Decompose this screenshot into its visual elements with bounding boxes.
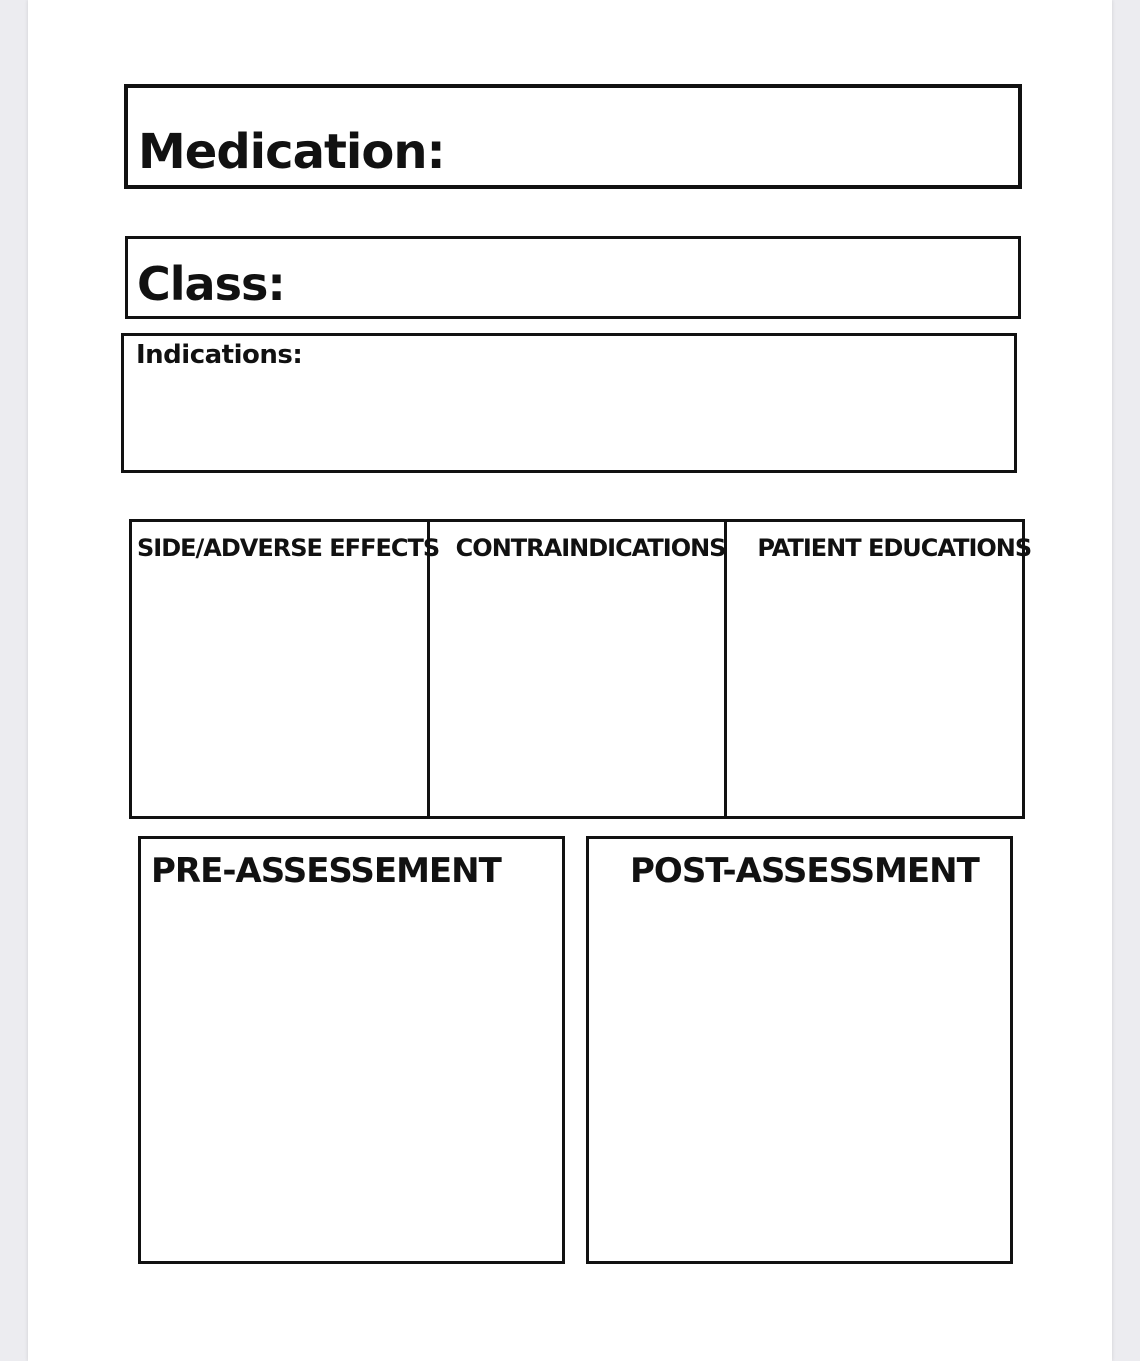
patient-education-field[interactable] [727,522,1032,816]
medication-field[interactable] [124,84,1022,189]
contraindications-field[interactable] [430,522,728,816]
side-effects-field[interactable] [132,522,440,816]
worksheet-page [28,0,1112,1361]
indications-field[interactable] [121,333,1017,473]
effects-row [129,519,1032,819]
post-assessment-label: POST-ASSESSMENT [630,851,979,891]
side-effects-label: SIDE/ADVERSE EFFECTS [137,534,440,562]
indications-label: Indications: [136,340,303,370]
pre-assessment-field[interactable] [138,836,565,1264]
class-field[interactable] [125,236,1021,319]
class-label: Class: [137,257,285,311]
patient-education-label: PATIENT EDUCATIONS [757,534,1032,562]
medication-label: Medication: [138,124,445,180]
contraindications-label: CONTRAINDICATIONS [455,534,726,562]
pre-assessment-label: PRE-ASSESSEMENT [151,851,501,891]
post-assessment-field[interactable] [586,836,1013,1264]
